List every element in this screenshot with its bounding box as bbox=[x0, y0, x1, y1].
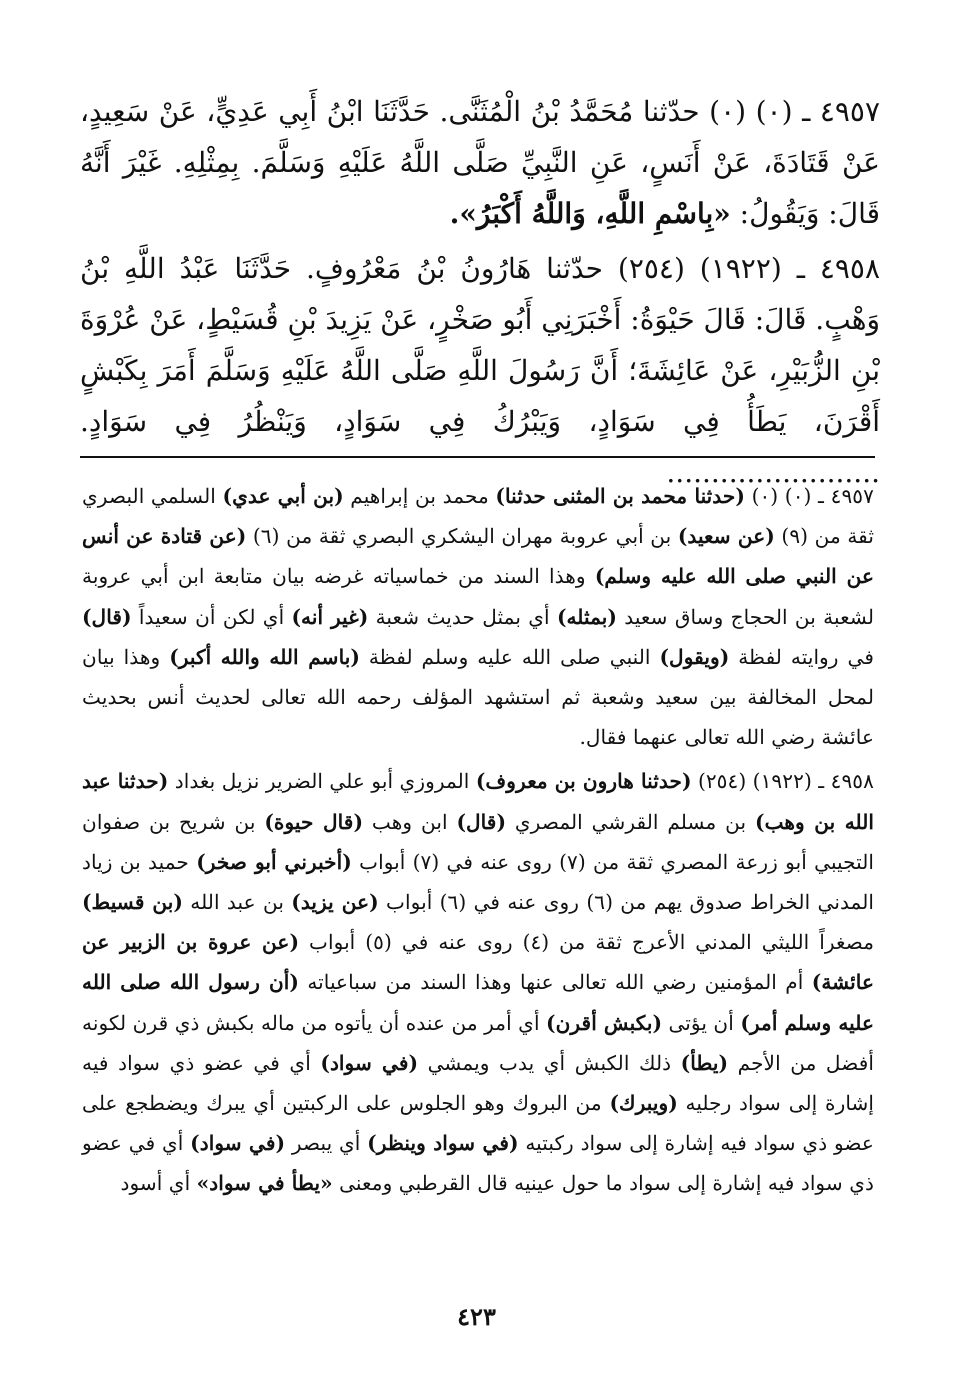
bold-quote: (يطأ) bbox=[680, 1050, 729, 1075]
commentary-text: وهذا السند من خماسياته غرضه بيان متابعة ابن أبي عروبة لشعبة بن الحجاج وساق سعيد bbox=[82, 564, 874, 629]
page-number: ٤٢٣ bbox=[457, 1302, 496, 1331]
commentary-text: السلمي البصري ثقة من (٩) bbox=[82, 484, 875, 549]
commentary-text: وهذا بيان لمحل المخالفة بين سعيد وشعبة ثم استشهد المؤلف رحمه الله تعالى لحديث أنس بحديث عائشة رضي الله تعالى عنهما فقال. bbox=[82, 644, 874, 750]
commentary-text: ذلك الكبش أي يدب ويمشي bbox=[418, 1050, 681, 1075]
commentary-text: حميد بن زياد المدني الخراط صدوق يهم من (٦) روى عنه في (٦) أبواب bbox=[82, 849, 874, 915]
bold-quote: (حدثنا عبد الله بن وهب) bbox=[82, 769, 874, 834]
bold-quote: (قال) bbox=[456, 809, 507, 834]
commentary-text: أي بمثل حديث شعبة bbox=[368, 604, 557, 629]
commentary-text: في روايته لفظة bbox=[729, 644, 874, 669]
hadith-text-block bbox=[80, 86, 880, 502]
hadith-4957-quote: «بِاسْمِ اللَّهِ، وَاللَّهُ أَكْبَرُ». bbox=[449, 197, 731, 230]
commentary-text: أي في عضو ذي سواد فيه إشارة إلى سواد رجليه bbox=[82, 1050, 874, 1116]
commentary-text: محمد بن إبراهيم bbox=[343, 484, 496, 508]
commentary-text: أي لكن أن سعيداً bbox=[131, 604, 292, 629]
bold-quote: (عن يزيد) bbox=[291, 890, 379, 915]
commentary-text: ٤٩٥٨ ـ (١٩٢٢) (٢٥٤) bbox=[691, 769, 874, 794]
commentary-text: بن مسلم القرشي المصري bbox=[506, 809, 756, 834]
commentary-text: أن يؤتى bbox=[662, 1010, 741, 1035]
hadith-4958 bbox=[80, 243, 880, 498]
bold-quote: (عن سعيد) bbox=[677, 524, 775, 549]
commentary-text: بن أبي عروبة مهران اليشكري البصري ثقة من (٦) bbox=[246, 524, 678, 549]
bold-quote: (غير أنه) bbox=[291, 604, 369, 629]
bold-quote: (أخبرني أبو صخر) bbox=[196, 849, 352, 874]
bold-quote: (بن أبي عدي) bbox=[222, 484, 344, 508]
bold-quote: (بمثله) bbox=[556, 604, 617, 629]
bold-quote: (ويقول) bbox=[659, 644, 730, 669]
bold-quote: (باسم الله والله أكبر) bbox=[169, 644, 360, 669]
bold-quote: (في سواد) bbox=[190, 1131, 286, 1156]
commentary-block bbox=[82, 476, 874, 1208]
commentary-text: بن عبد الله bbox=[182, 890, 292, 915]
footnote-divider bbox=[80, 456, 875, 458]
commentary-4957 bbox=[82, 476, 874, 757]
bold-quote: (بن قسيط) bbox=[82, 890, 183, 915]
hadith-4957 bbox=[80, 86, 880, 239]
bold-quote: (قال) bbox=[82, 604, 132, 629]
commentary-text: النبي صلى الله عليه وسلم لفظة bbox=[359, 644, 660, 669]
commentary-4958 bbox=[82, 761, 874, 1203]
bold-quote: (حدثنا محمد بن المثنى حدثنا) bbox=[495, 484, 745, 508]
bold-quote: (ويبرك) bbox=[609, 1091, 678, 1116]
bold-quote: (عن عروة بن الزبير عن عائشة) bbox=[82, 930, 874, 995]
commentary-text: من البروك وهو الجلوس على الركبتين أي يبرك ويضطجع على عضو ذي سواد فيه إشارة إلى سواد ركبتيه bbox=[82, 1091, 874, 1156]
commentary-text: بن شريح بن صفوان التجيبي أبو زرعة المصري ثقة من (٧) روى عنه في (٧) أبواب bbox=[82, 809, 875, 874]
bold-quote: (حدثنا هارون بن معروف) bbox=[475, 769, 692, 794]
hadith-4957-text: ٤٩٥٧ ـ (٠) (٠) حدّثنا مُحَمَّدُ بْنُ الْمُثَنَّى. حَدَّثَنَا ابْنُ أَبِي عَدِيٍّ، عَنْ سَعِيدٍ، عَنْ قَتَادَةَ، عَنْ أَنَسٍ، عَنِ النَّبِيِّ صَلَّى اللَّهُ عَلَيْهِ وَسَلَّمَ. بِمِثْلِهِ. غَيْرَ أَنَّهُ قَالَ: وَيَقُولُ: bbox=[80, 95, 880, 230]
bold-quote: (عن قتادة عن أنس عن النبي صلى الله عليه وسلم) bbox=[82, 524, 874, 589]
commentary-text: ابن وهب bbox=[363, 809, 457, 834]
bold-quote: (في سواد وينظر) bbox=[367, 1131, 519, 1156]
commentary-text: ٤٩٥٧ ـ (٠) (٠) bbox=[744, 484, 874, 508]
commentary-text: أم المؤمنين رضي الله تعالى عنها وهذا السند من سباعياته bbox=[298, 970, 812, 995]
commentary-text: المروزي أبو علي الضرير نزيل بغداد bbox=[168, 769, 476, 794]
commentary-text: أي يبصر bbox=[285, 1131, 368, 1156]
bold-quote: «يطأ في سواد» bbox=[196, 1171, 333, 1196]
bold-quote: (قال حيوة) bbox=[264, 809, 364, 834]
bold-quote: (أن رسول الله صلى الله عليه وسلم أمر) bbox=[82, 970, 874, 1035]
bold-quote: (في سواد) bbox=[320, 1050, 419, 1075]
commentary-text: أي أمر من عنده أن يأتوه من ماله بكبش ذي قرن لكونه أفضل من الأجم bbox=[82, 1010, 874, 1075]
commentary-text: أي أسود bbox=[120, 1171, 197, 1196]
commentary-text: مصغراً الليثي المدني الأعرج ثقة من (٤) روى عنه في (٥) أبواب bbox=[299, 930, 875, 955]
hadith-4958-text: ٤٩٥٨ ـ (١٩٢٢) (٢٥٤) حدّثنا هَارُونُ بْنُ مَعْرُوفٍ. حَدَّثَنَا عَبْدُ اللَّهِ بْنُ وَهْبٍ. قَالَ: قَالَ حَيْوَةُ: أَخْبَرَنِي أَبُو صَخْرٍ، عَنْ يَزِيدَ بْنِ قُسَيْطٍ، عَنْ عُرْوَةَ بْنِ الزُّبَيْرِ، عَنْ عَائِشَةَ؛ أَنَّ رَسُولَ اللَّهِ صَلَّى اللَّهُ عَلَيْهِ وَسَلَّمَ أَمَرَ بِكَبْشٍ أَقْرَنَ، يَطَأُ فِي سَوَادٍ، وَيَبْرُكُ فِي سَوَادٍ، وَيَنْظُرُ فِي سَوَادٍ. ........................ bbox=[80, 252, 880, 489]
bold-quote: (بكبش أقرن) bbox=[546, 1010, 663, 1035]
commentary-text: أي في عضو ذي سواد فيه إشارة إلى سواد ما حول عينيه قال القرطبي ومعنى bbox=[82, 1131, 874, 1196]
